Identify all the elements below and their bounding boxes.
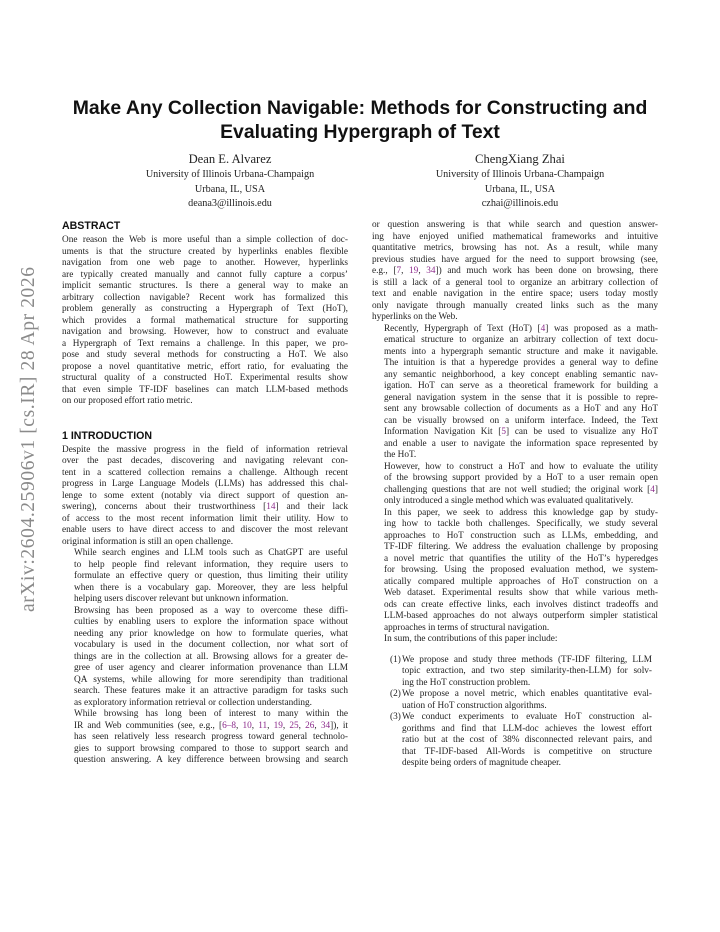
text-line: of access to the most recent information limit their utility. How to xyxy=(62,513,348,524)
text-line: which provides a formal mathematical structure for supporting xyxy=(62,315,348,326)
text-line: original information is still an open challenge. xyxy=(62,536,234,547)
text-line: that even simple TF-IDF baselines can match LLM-based methods xyxy=(62,384,348,395)
text-line: hyperlinks on the Web. xyxy=(372,312,458,322)
item-number: (2) xyxy=(390,689,401,699)
paragraph xyxy=(372,324,658,462)
text-line: LLM-based approaches do not always outperform simpler statistical xyxy=(384,611,658,621)
author-email: czhai@illinois.edu xyxy=(481,198,559,209)
text-line: We propose and study three methods (TF-IDF filtering, LLM xyxy=(402,654,652,665)
paragraph xyxy=(372,462,658,508)
text-line: needing any prior knowledge on how to formulate queries, what xyxy=(74,628,348,639)
text-line: approaches to HoT construction such as LLMs, embedding, and xyxy=(384,530,658,541)
paragraph xyxy=(62,709,348,767)
text-line: arbitrary collection navigable? Recent work has formalized this xyxy=(62,292,348,303)
text-line: previous studies have argued for the need to support browsing (see, xyxy=(372,254,658,265)
contribution-item xyxy=(372,689,658,712)
text-line: atically compared multiple approaches of HoT construction on a xyxy=(384,576,658,587)
text-line: swering), concerns about their trustworthiness [14] and their lack xyxy=(62,502,348,512)
author-affiliation: University of Illinois Urbana-Champaign xyxy=(145,169,315,180)
item-number: (1) xyxy=(390,654,401,665)
text-line: ments into a hypergraph semantic structure and make it navigable. xyxy=(384,346,658,357)
paper-title xyxy=(60,96,660,144)
text-line: The intuition is that a hyperedge provides a general way to define xyxy=(384,358,658,368)
text-line: propose a novel quantitative metric, effort ratio, for evaluating the xyxy=(62,361,348,372)
text-line: implicit semantic structures. Is there a general way to make an xyxy=(62,281,348,291)
text-line: any semantic neighborhood, a key concept enabling semantic nav- xyxy=(384,369,658,380)
text-line: on our proposed effort ratio metric. xyxy=(62,396,193,406)
text-line: helping users discover relevant but unknown information. xyxy=(74,594,289,604)
text-line: However, how to construct a HoT and how to evaluate the utility xyxy=(384,461,658,472)
text-line: Despite the massive progress in the field of information retrieval xyxy=(62,444,348,455)
text-line: problem generally as constructing a Hypergraph of Text (HoT), xyxy=(62,304,348,314)
text-line: ing how to tackle both challenges. Specifically, we study several xyxy=(384,519,658,529)
abstract-heading: ABSTRACT xyxy=(62,220,121,232)
text-line: topic extraction, and two step similarity-then-LLM) for solv- xyxy=(402,666,652,676)
section-heading: 1 INTRODUCTION xyxy=(62,429,153,442)
text-line: pose and study several methods for constructing a HoT. We also xyxy=(62,350,348,360)
text-line: of the browsing support provided by a HoT to a user remain open xyxy=(384,473,658,483)
text-line: over the past decades, discovering and navigating relevant con- xyxy=(62,456,348,466)
text-line: search. These features make it an attractive paradigm for tasks such xyxy=(74,686,348,696)
text-line: approaches in terms of structural navigation. xyxy=(384,622,550,633)
text-line: vocabulary is used in the document collection, nor what sort of xyxy=(74,640,348,650)
text-line: can be visually browsed on a uniform interface. Indeed, the Text xyxy=(384,415,658,426)
text-line: Recently, Hypergraph of Text (HoT) [4] was proposed as a math- xyxy=(384,323,659,334)
paragraph xyxy=(372,634,658,646)
text-line: has seen relatively less research progress toward general technolo- xyxy=(74,732,348,742)
contribution-list xyxy=(372,655,658,770)
paragraph xyxy=(372,220,658,324)
text-line: IR and Web communities (see, e.g., [6–8, 10, 11, 19, 25, 26, 34]), it xyxy=(74,720,348,731)
paragraph xyxy=(62,548,348,606)
text-line: In sum, the contributions of this paper include: xyxy=(384,634,558,644)
text-line: ods can create effective links, each involves distinct tradeoffs and xyxy=(384,599,658,610)
text-line: is still a lack of a general tool to organize an arbitrary collection of xyxy=(372,277,658,288)
text-line: gree of user agency and clearer information provenance than LLM xyxy=(74,663,348,673)
text-line: and enable a user to navigate the information space represented by xyxy=(384,438,658,449)
author-block xyxy=(370,152,670,212)
text-line: uments is that the structure created by hyperlinks enables flexible xyxy=(62,246,348,257)
text-line: despite being orders of magnitude cheaper. xyxy=(402,758,562,768)
text-line: While browsing has long been of interest to many within the xyxy=(74,709,348,719)
author-location: Urbana, IL, USA xyxy=(194,183,266,195)
arxiv-side-label: arXiv:2604.25906v1 [cs.IR] 28 Apr 2026 xyxy=(18,266,39,612)
text-line: when there is a vocabulary gap. Moreover, they are less helpful xyxy=(74,582,348,593)
text-line: challenging questions that are not well studied; the original work [4] xyxy=(384,484,658,495)
text-line: tent in a scattered collection remains a challenge. Although recent xyxy=(62,467,348,478)
text-line: gorithms and find that LLM-doc achieves the lowest effort xyxy=(402,723,652,734)
author-name: Dean E. Alvarez xyxy=(188,152,272,166)
text-line: that TF-IDF-based All-Words is competitive on structure xyxy=(402,746,652,757)
text-line: culties by enabling users to explore the information space without xyxy=(74,617,348,627)
author-block xyxy=(80,152,380,212)
text-line: igation. HoT can serve as a theoretical framework for building a xyxy=(384,381,658,391)
text-line: text and enable navigation in the entire space; users today mostly xyxy=(372,289,658,299)
text-line: e.g., [7, 19, 34]) and much work has been done on browsing, there xyxy=(372,266,658,276)
text-line: Information Navigation Kit [5] can be used to visualize any HoT xyxy=(384,427,658,437)
text-line: Web dataset. Experimental results show that while various meth- xyxy=(384,588,658,598)
paragraph xyxy=(62,445,348,549)
text-line: quantitative metrics, browsing has not. As a result, while many xyxy=(372,243,658,253)
title-line: Make Any Collection Navigable: Methods for Constructing and xyxy=(72,97,648,119)
text-line: Browsing has been proposed as a way to overcome these diffi- xyxy=(74,605,348,616)
text-line: TF-IDF filtering. We address the evaluation challenge by proposing xyxy=(384,542,658,552)
text-line: a novel metric that quantifies the utility of the HoT’s hyperedges xyxy=(384,553,658,564)
contribution-item xyxy=(372,655,658,690)
text-line: or question answering is that while search and question answer- xyxy=(372,220,658,230)
text-line: are typically created manually and cannot fully capture a corpus’ xyxy=(62,269,348,280)
text-line: QA systems, while allowing for more serendipity than traditional xyxy=(74,674,348,685)
text-line: progress in Large Language Models (LLMs) has addressed this chal- xyxy=(62,479,348,489)
text-line: enable users to have direct access to and discover the most relevant xyxy=(62,525,348,535)
contribution-item xyxy=(372,712,658,770)
text-line: uation of HoT construction algorithms. xyxy=(402,700,547,711)
text-line: gies to support browsing compared to those to support search and xyxy=(74,743,348,754)
text-line: as exploratory information retrieval or collection understanding. xyxy=(74,697,312,708)
text-line: formulate an effective query or question, thus limiting their utility xyxy=(74,571,348,581)
text-line: to help people find relevant information, they require users to xyxy=(74,559,348,570)
text-line: only introduced a single method which was evaluated qualitatively. xyxy=(384,496,634,506)
author-location: Urbana, IL, USA xyxy=(484,183,556,195)
text-line: One reason the Web is more useful than a simple collection of doc- xyxy=(62,235,348,245)
text-line: structural quality of a constructed HoT. Experimental results show xyxy=(62,373,348,383)
text-line: lenge to some extent (notably via direct support of question an- xyxy=(62,490,348,501)
paragraph xyxy=(372,508,658,635)
text-line: question answering. A key difference between browsing and search xyxy=(74,755,348,765)
text-line: ratio but at the cost of 38% disconnected relevant pairs, and xyxy=(402,735,652,745)
author-affiliation: University of Illinois Urbana-Champaign xyxy=(435,169,605,180)
text-line: We conduct experiments to evaluate HoT construction al- xyxy=(402,712,652,722)
right-column xyxy=(372,220,658,770)
item-number: (3) xyxy=(390,712,401,722)
text-line: navigation and browsing. However, how to construct and evaluate xyxy=(62,327,348,337)
paragraph xyxy=(62,606,348,710)
text-line: We propose a novel metric, which enables quantitative eval- xyxy=(402,689,652,699)
text-line: general navigation system in the sense that it is possible to repre- xyxy=(384,392,658,403)
author-email: deana3@illinois.edu xyxy=(188,198,272,209)
text-line: things are in the collection at all. Browsing allows for a greater de- xyxy=(74,651,348,662)
text-line: for browsing. Using the proposed evaluation method, we system- xyxy=(384,565,658,575)
title-line: Evaluating Hypergraph of Text xyxy=(220,121,500,143)
author-name: ChengXiang Zhai xyxy=(475,152,565,166)
left-column xyxy=(62,220,348,767)
abstract-body xyxy=(62,235,348,408)
text-line: a Hypergraph of Text remains a challenge. In this paper, we pro- xyxy=(62,338,348,349)
text-line: only navigate through manually created links such as the many xyxy=(372,300,658,311)
text-line: ing have enjoyed unified mathematical frameworks and intuitive xyxy=(372,231,658,242)
text-line: While search engines and LLM tools such as ChatGPT are useful xyxy=(74,548,348,558)
text-line: navigation from one web page to another. However, hyperlinks xyxy=(62,258,348,268)
text-line: sent any browsable collection of documents as a HoT and any HoT xyxy=(384,404,658,414)
text-line: ing the HoT construction problem. xyxy=(402,677,531,688)
text-line: In this paper, we seek to address this knowledge gap by study- xyxy=(384,507,658,518)
text-line: the HoT. xyxy=(384,450,417,460)
text-line: ematical structure to organize an arbitrary collection of text docu- xyxy=(384,335,658,345)
